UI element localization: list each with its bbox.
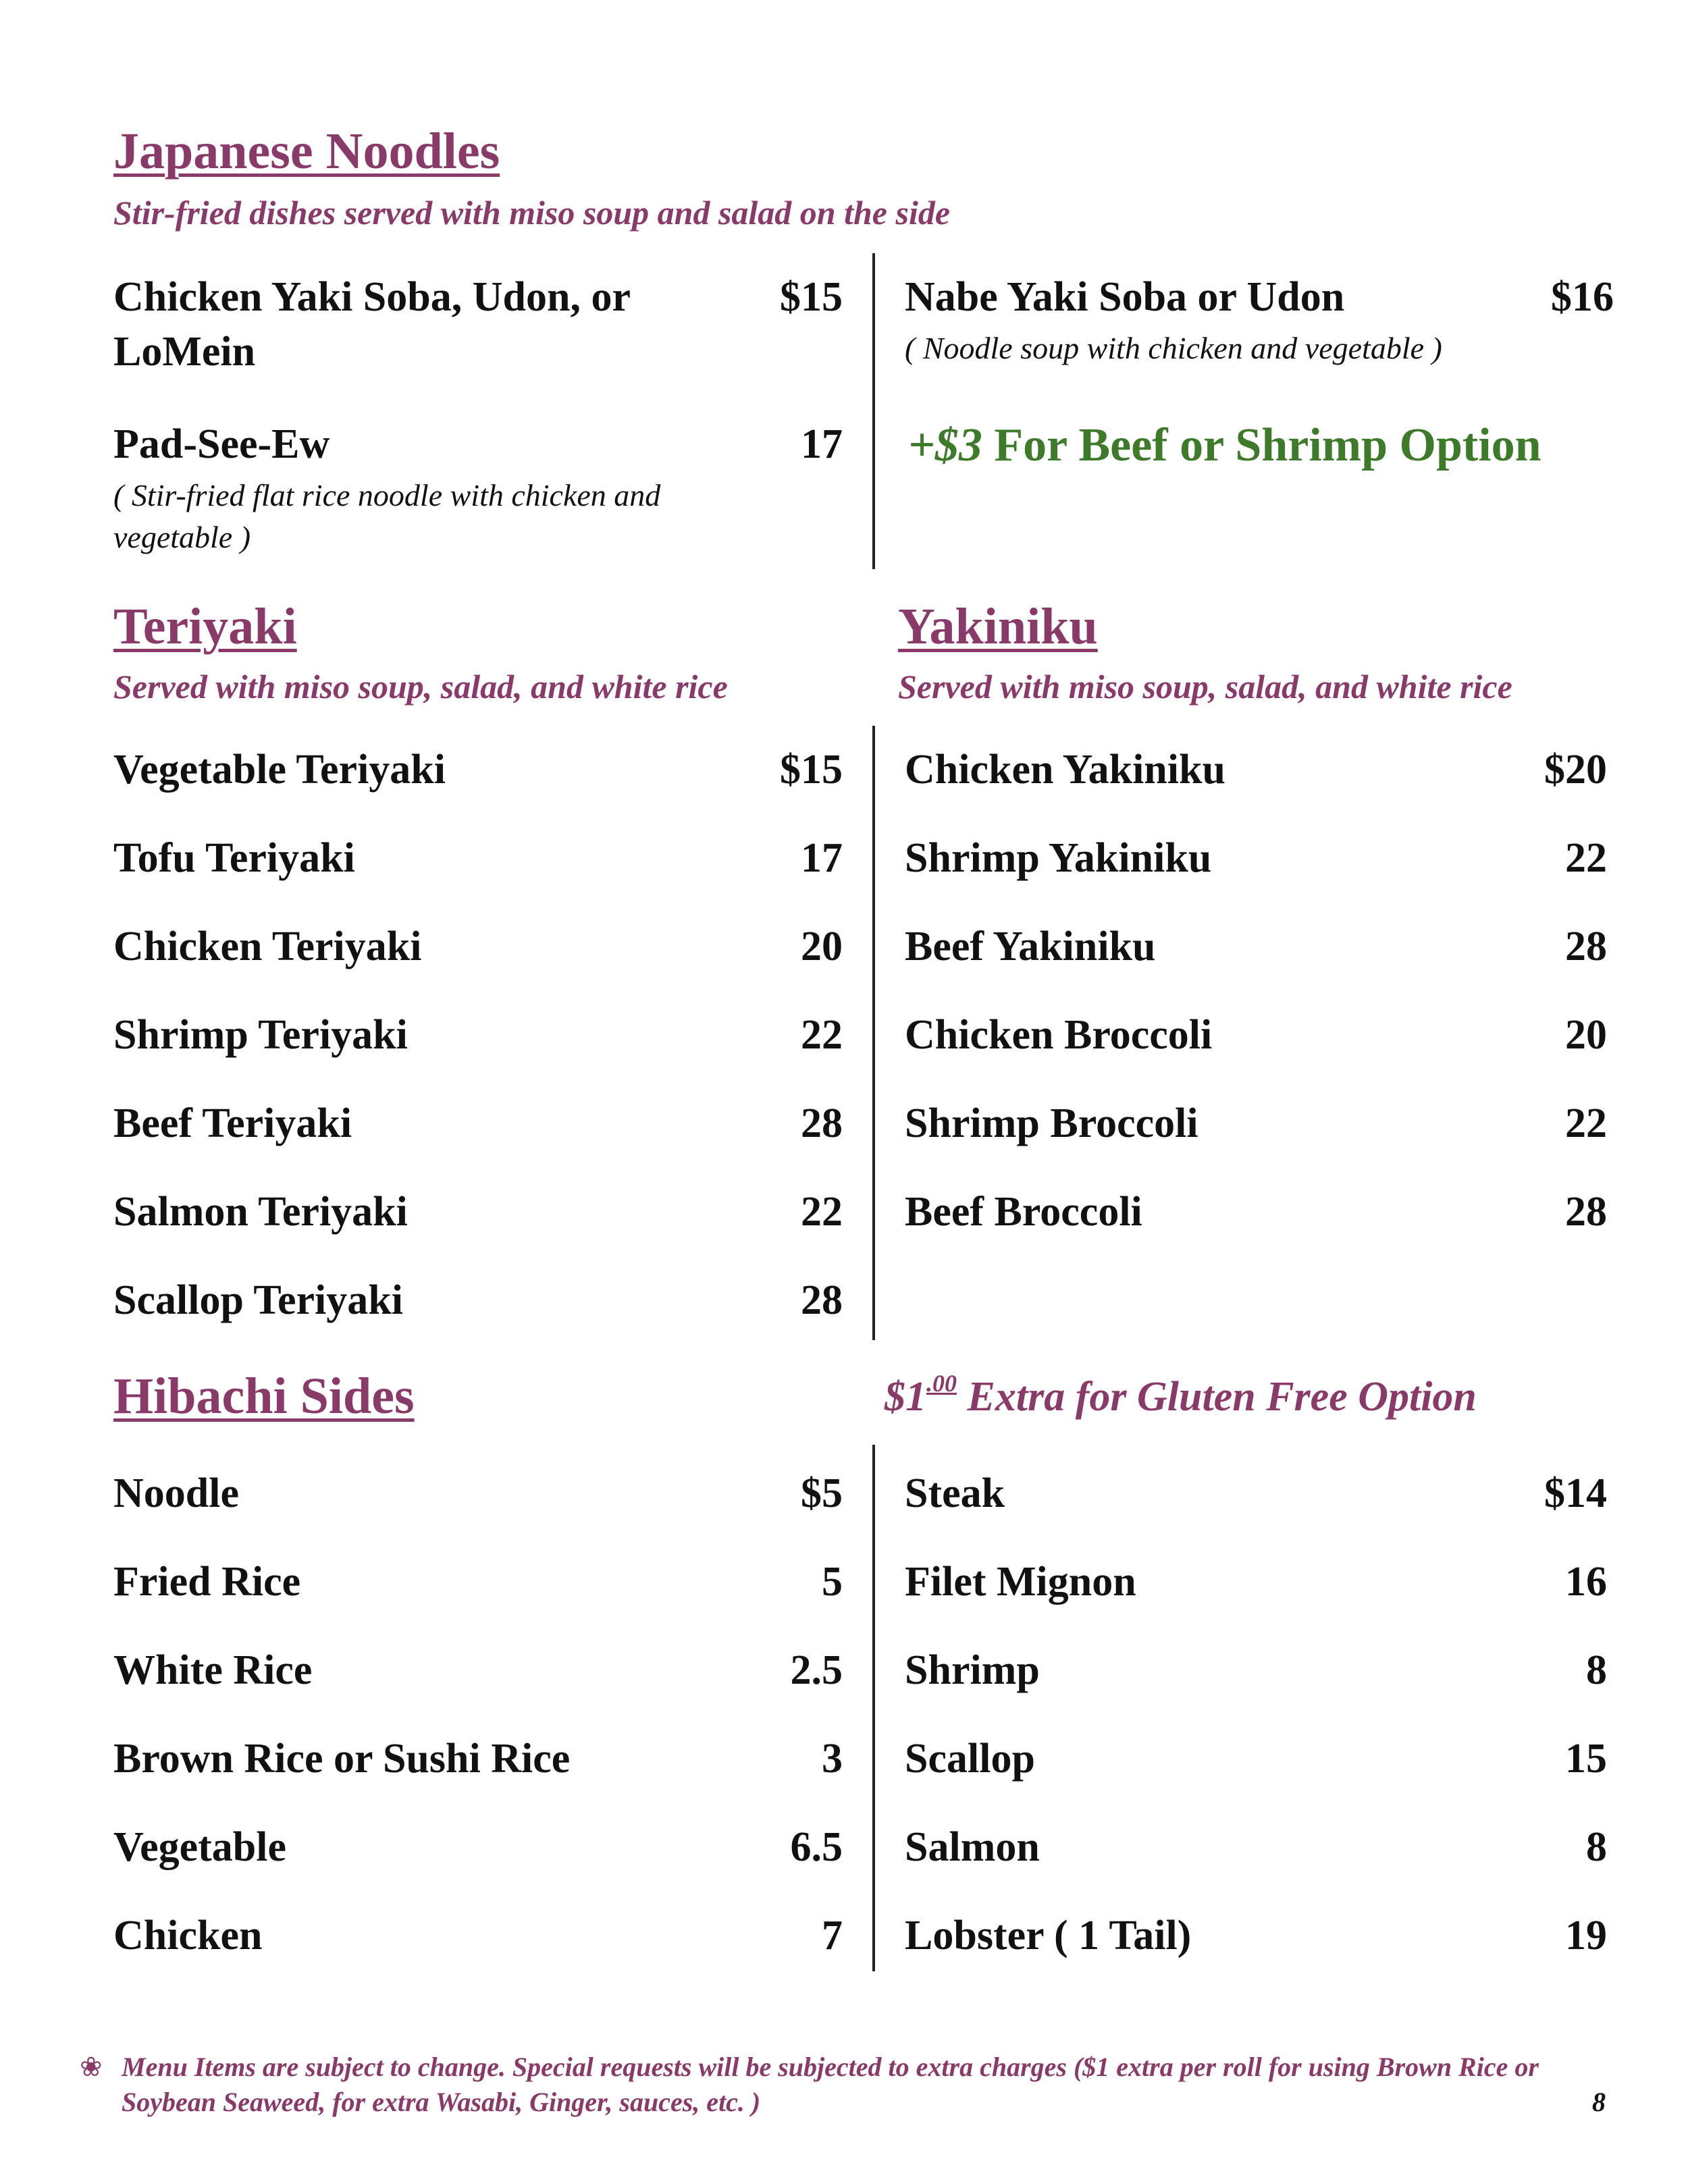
- menu-item-name: Chicken Yakiniku: [905, 747, 1225, 793]
- menu-item-name: Pad-See-Ew: [113, 421, 330, 467]
- menu-item-price: $5: [801, 1470, 843, 1516]
- menu-item-price: 17: [801, 421, 843, 467]
- menu-item-name: Scallop: [905, 1736, 1035, 1782]
- menu-item: [113, 743, 843, 831]
- menu-item-price: 2.5: [790, 1647, 843, 1693]
- menu-item-price: $14: [1544, 1470, 1607, 1516]
- gluten-dollar: $1: [885, 1374, 926, 1420]
- menu-item-price: 5: [822, 1559, 843, 1605]
- menu-item-price: $15: [780, 747, 843, 793]
- menu-item-price: $16: [1551, 274, 1614, 320]
- menu-item: [905, 743, 1607, 831]
- column-divider: [872, 726, 875, 1340]
- menu-item: [905, 1820, 1607, 1909]
- menu-item-name: Chicken Broccoli: [905, 1012, 1213, 1058]
- menu-item-price: $15: [780, 274, 843, 320]
- hibachi-right-list: [905, 1466, 1607, 1997]
- menu-item-price: 22: [1565, 835, 1607, 881]
- menu-item-price: 20: [1565, 1012, 1607, 1058]
- menu-item-name: Salmon: [905, 1824, 1040, 1870]
- menu-item: [905, 1555, 1607, 1643]
- menu-item-name: Vegetable: [113, 1824, 286, 1870]
- japanese-noodles-subtitle: Stir-fried dishes served with miso soup and salad on the side: [113, 194, 951, 232]
- menu-item-name: Shrimp: [905, 1647, 1040, 1693]
- menu-item: [113, 1643, 843, 1732]
- menu-item-price: 28: [1565, 924, 1607, 969]
- menu-item-name: Nabe Yaki Soba or Udon: [905, 274, 1345, 320]
- yakiniku-subtitle: Served with miso soup, salad, and white rice: [898, 668, 1512, 705]
- menu-item-price: 22: [1565, 1100, 1607, 1146]
- noodles-right-item-1: [905, 270, 1614, 369]
- menu-item: [113, 1732, 843, 1820]
- menu-item-name: Scallop Teriyaki: [113, 1277, 403, 1323]
- menu-item: [113, 1820, 843, 1909]
- menu-item: [113, 1909, 843, 1997]
- menu-item: [905, 1466, 1607, 1555]
- menu-item: [113, 1185, 843, 1273]
- menu-item-name: Beef Yakiniku: [905, 924, 1156, 969]
- menu-item: [905, 831, 1607, 920]
- menu-item-name: Lobster ( 1 Tail): [905, 1913, 1192, 1959]
- menu-item-name: Beef Teriyaki: [113, 1100, 352, 1146]
- teriyaki-subtitle: Served with miso soup, salad, and white rice: [113, 668, 728, 705]
- menu-item-name: Filet Mignon: [905, 1559, 1136, 1605]
- menu-item-description: ( Noodle soup with chicken and vegetable ): [905, 330, 1442, 365]
- menu-item-name: Salmon Teriyaki: [113, 1189, 408, 1235]
- menu-item: [905, 1185, 1607, 1273]
- menu-item-name: Shrimp Yakiniku: [905, 835, 1212, 881]
- menu-item-name: Chicken Teriyaki: [113, 924, 422, 969]
- menu-item-name: Steak: [905, 1470, 1005, 1516]
- menu-item: [905, 1909, 1607, 1997]
- menu-item-price: 28: [1565, 1189, 1607, 1235]
- menu-item-name: Chicken: [113, 1913, 263, 1959]
- menu-item: [113, 1273, 843, 1362]
- menu-item-name: White Rice: [113, 1647, 313, 1693]
- noodles-left-item-1: [113, 270, 843, 379]
- menu-item: [113, 1096, 843, 1185]
- gluten-free-note: [885, 1369, 1477, 1421]
- menu-item: [905, 1008, 1607, 1096]
- menu-item-name: Fried Rice: [113, 1559, 301, 1605]
- yakiniku-list: [905, 743, 1607, 1273]
- menu-item-price: 28: [801, 1277, 843, 1323]
- menu-item-price: 22: [801, 1012, 843, 1058]
- menu-item-name: Shrimp Teriyaki: [113, 1012, 408, 1058]
- menu-item-price: 7: [822, 1913, 843, 1959]
- menu-item-price: 17: [801, 835, 843, 881]
- menu-item-price: 15: [1565, 1736, 1607, 1782]
- menu-item: [113, 1008, 843, 1096]
- japanese-noodles-title: Japanese Noodles: [113, 123, 500, 180]
- beef-shrimp-option-note: [908, 419, 1541, 473]
- menu-item-name: Brown Rice or Sushi Rice: [113, 1736, 571, 1782]
- column-divider: [872, 1445, 875, 1971]
- menu-item: [905, 1643, 1607, 1732]
- page-number: 8: [1592, 2087, 1606, 2117]
- gluten-cents: .00: [926, 1370, 957, 1397]
- menu-item-price: 28: [801, 1100, 843, 1146]
- hibachi-sides-title: Hibachi Sides: [113, 1368, 415, 1424]
- teriyaki-list: [113, 743, 843, 1362]
- menu-item-price: 6.5: [790, 1824, 843, 1870]
- option-text: For Beef or Shrimp Option: [982, 419, 1541, 471]
- menu-item: [905, 920, 1607, 1008]
- menu-item-price: $20: [1544, 747, 1607, 793]
- menu-item-name: Vegetable Teriyaki: [113, 747, 446, 793]
- menu-item-name: Beef Broccoli: [905, 1189, 1142, 1235]
- menu-item: [113, 920, 843, 1008]
- gluten-text: Extra for Gluten Free Option: [957, 1374, 1477, 1420]
- menu-item-price: 16: [1565, 1559, 1607, 1605]
- noodles-left-item-2: [113, 417, 843, 558]
- menu-item: [905, 1096, 1607, 1185]
- option-price: +$3: [908, 419, 982, 471]
- menu-item: [113, 831, 843, 920]
- footer-disclaimer: Menu Items are subject to change. Special requests will be subjected to extra charges ($1 extra per roll for using Brown Rice or Soybean Seaweed, for extra Wasabi, Ginger, sauces, etc. ): [122, 2052, 1539, 2117]
- menu-item-name: Chicken Yaki Soba, Udon, or LoMein: [113, 274, 630, 375]
- menu-item-price: 20: [801, 924, 843, 969]
- menu-item-description: ( Stir-fried flat rice noodle with chicken and vegetable ): [113, 477, 661, 554]
- menu-item: [113, 1466, 843, 1555]
- menu-item-name: Tofu Teriyaki: [113, 835, 355, 881]
- menu-item-price: 8: [1586, 1647, 1607, 1693]
- menu-item: [113, 1555, 843, 1643]
- menu-item-price: 8: [1586, 1824, 1607, 1870]
- menu-item-name: Shrimp Broccoli: [905, 1100, 1198, 1146]
- flower-bullet-icon: ❀: [80, 2052, 103, 2082]
- yakiniku-title: Yakiniku: [898, 598, 1098, 655]
- menu-item-name: Noodle: [113, 1470, 239, 1516]
- column-divider: [872, 253, 875, 569]
- hibachi-left-list: [113, 1466, 843, 1997]
- menu-item-price: 3: [822, 1736, 843, 1782]
- teriyaki-title: Teriyaki: [113, 598, 297, 655]
- menu-item-price: 22: [801, 1189, 843, 1235]
- menu-item: [905, 1732, 1607, 1820]
- menu-item-price: 19: [1565, 1913, 1607, 1959]
